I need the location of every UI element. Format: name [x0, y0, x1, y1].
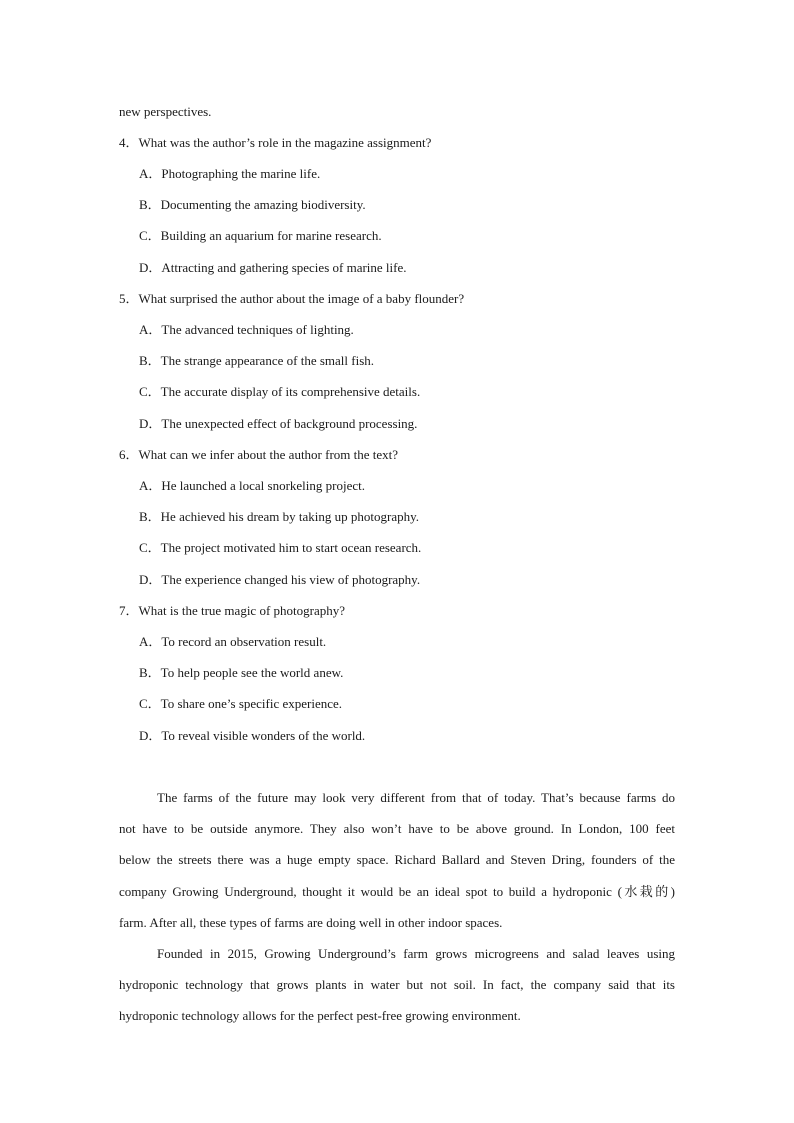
option-letter: D．	[139, 260, 162, 275]
option-letter: C．	[139, 384, 161, 399]
option-text: He launched a local snorkeling project.	[161, 478, 365, 493]
passage-line: company Growing Underground, thought it would be an ideal spot to build a hydroponic (水栽的)	[119, 884, 675, 899]
option-letter: D．	[139, 416, 162, 431]
option-text: To record an observation result.	[161, 634, 327, 649]
option-text: Attracting and gathering species of marine life.	[161, 260, 407, 275]
option-text: To reveal visible wonders of the world.	[161, 728, 366, 743]
option-6c	[139, 540, 421, 556]
option-6a	[139, 478, 365, 494]
passage-line: below the streets there was a huge empty space. Richard Ballard and Steven Dring, founders of the	[119, 852, 675, 867]
option-text: The project motivated him to start ocean research.	[160, 540, 422, 555]
option-4d	[139, 260, 407, 276]
option-7a	[139, 634, 326, 650]
option-5b	[139, 353, 374, 369]
option-letter: D．	[139, 572, 162, 587]
option-4a	[139, 166, 320, 182]
question-number: 6．	[119, 447, 139, 462]
passage-line: hydroponic technology that grows plants in water but not soil. In fact, the company said that its	[119, 977, 675, 992]
question-text: What can we infer about the author from the text?	[138, 447, 399, 462]
question-4	[119, 135, 431, 151]
passage-line: hydroponic technology allows for the perfect pest-free growing environment.	[119, 1008, 521, 1023]
passage-line: Founded in 2015, Growing Underground’s farm grows microgreens and salad leaves using	[157, 946, 675, 961]
option-5d	[139, 416, 417, 432]
option-5c	[139, 384, 420, 400]
option-4b	[139, 197, 366, 213]
option-letter: B．	[139, 509, 161, 524]
option-6d	[139, 572, 420, 588]
option-7d	[139, 728, 365, 744]
option-letter: C．	[139, 540, 161, 555]
passage-line: farm. After all, these types of farms are doing well in other indoor spaces.	[119, 915, 503, 930]
option-text: To share one’s specific experience.	[160, 696, 343, 711]
question-6	[119, 447, 398, 463]
lead-text: new perspectives.	[119, 104, 212, 119]
question-text: What was the author’s role in the magazine assignment?	[138, 135, 432, 150]
question-text: What surprised the author about the image of a baby flounder?	[138, 291, 465, 306]
question-number: 4．	[119, 135, 139, 150]
option-letter: C．	[139, 228, 161, 243]
option-letter: C．	[139, 696, 161, 711]
option-letter: A．	[139, 166, 162, 181]
option-text: The strange appearance of the small fish.	[160, 353, 374, 368]
option-letter: A．	[139, 634, 162, 649]
option-5a	[139, 322, 354, 338]
option-7b	[139, 665, 343, 681]
option-text: To help people see the world anew.	[160, 665, 344, 680]
option-text: The unexpected effect of background processing.	[161, 416, 418, 431]
question-number: 7．	[119, 603, 139, 618]
option-text: Building an aquarium for marine research.	[160, 228, 382, 243]
option-letter: A．	[139, 322, 162, 337]
option-letter: D．	[139, 728, 162, 743]
option-letter: B．	[139, 353, 161, 368]
option-4c	[139, 228, 382, 244]
passage-line: The farms of the future may look very different from that of today. That’s because farms do	[157, 790, 675, 805]
question-number: 5．	[119, 291, 139, 306]
option-text: The experience changed his view of photography.	[161, 572, 421, 587]
option-letter: B．	[139, 197, 161, 212]
question-text: What is the true magic of photography?	[138, 603, 346, 618]
option-7c	[139, 696, 342, 712]
question-5	[119, 291, 464, 307]
option-text: Photographing the marine life.	[161, 166, 321, 181]
option-6b	[139, 509, 419, 525]
option-text: The advanced techniques of lighting.	[161, 322, 354, 337]
option-text: The accurate display of its comprehensive details.	[160, 384, 421, 399]
question-7	[119, 603, 345, 619]
passage-line: not have to be outside anymore. They also won’t have to be above ground. In London, 100 feet	[119, 821, 675, 836]
option-text: He achieved his dream by taking up photography.	[160, 509, 420, 524]
option-text: Documenting the amazing biodiversity.	[160, 197, 366, 212]
option-letter: A．	[139, 478, 162, 493]
option-letter: B．	[139, 665, 161, 680]
